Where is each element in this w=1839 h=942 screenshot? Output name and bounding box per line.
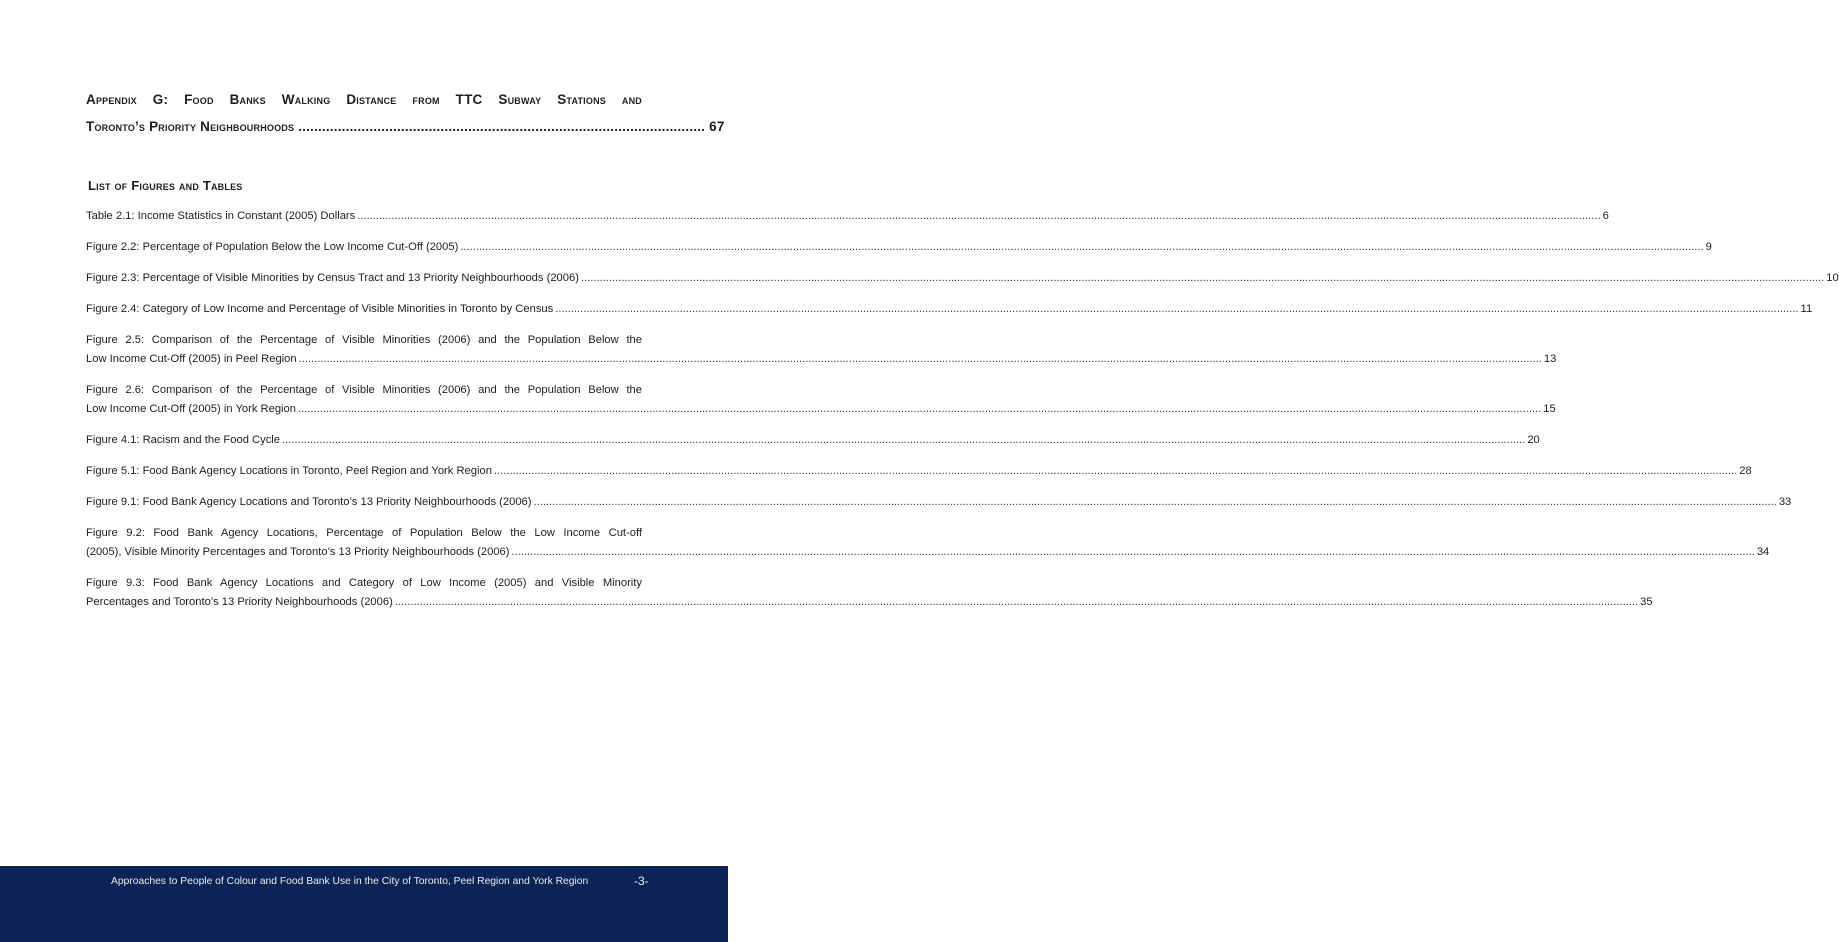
toc-entry-title: Figure 4.1: Racism and the Food Cycle [86, 434, 281, 446]
footer-title: Approaches to People of Colour and Food Bank Use in the City of Toronto, Peel Region and York Region [111, 876, 589, 887]
toc-entry[interactable] [86, 331, 1557, 369]
toc-entry-title-line1: Figure 9.3: Food Bank Agency Locations and Category of Low Income (2005) and Visible Minority [86, 577, 642, 589]
toc-entry[interactable] [86, 431, 1540, 450]
dot-leader: ................................................................................................................................................................................................................................................................................................................................................................................................................ [297, 403, 1542, 415]
toc-entry-title: Figure 2.3: Percentage of Visible Minorities by Census Tract and 13 Priority Neighbourhoods (2006) [86, 272, 579, 284]
toc-entry-page: 33 [1778, 496, 1792, 508]
toc-entry-title: Figure 2.2: Percentage of Population Below the Low Income Cut-Off (2005) [86, 241, 459, 253]
toc-entry-title-line1: Figure 2.6: Comparison of the Percentage of Visible Minorities (2006) and the Population Below the [86, 384, 642, 396]
dot-leader: ................................................................................................................................................................................................................................................................................................................................................................................................................ [493, 465, 1738, 477]
toc-entry-page: 34 [1756, 546, 1770, 558]
toc-entry-title: Table 2.1: Income Statistics in Constant (2005) Dollars [86, 210, 356, 222]
toc-entry-page: 9 [1705, 241, 1712, 253]
toc-entry-title-line2: Low Income Cut-Off (2005) in Peel Region [86, 353, 297, 365]
appendix-page-number: 67 [709, 119, 725, 134]
toc-entry[interactable] [86, 269, 1839, 288]
appendix-title-line2: Toronto’s Priority Neighbourhoods [86, 119, 295, 134]
dot-leader: ................................................................................................................................................................................................................................................................................................................................................................................................................ [357, 210, 1601, 222]
list-of-figures-heading: List of Figures and Tables [88, 178, 243, 193]
toc-entry-title-line1: Figure 2.5: Comparison of the Percentage of Visible Minorities (2006) and the Population Below the [86, 334, 642, 346]
toc-entry-title: Figure 5.1: Food Bank Agency Locations in Toronto, Peel Region and York Region [86, 465, 492, 477]
toc-entry-page: 13 [1543, 353, 1557, 365]
dot-leader: ................................................................................................................................................................................................................................................................................................................................................................................................................ [580, 272, 1825, 284]
toc-entry[interactable] [86, 207, 1609, 226]
toc-entry-title-line2: (2005), Visible Minority Percentages and Toronto’s 13 Priority Neighbourhoods (2006) [86, 546, 510, 558]
toc-entry[interactable] [86, 462, 1752, 481]
toc-entry-page: 20 [1527, 434, 1540, 446]
appendix-title-line1: Appendix G: Food Banks Walking Distance from TTC Subway Stations and [86, 92, 642, 107]
toc-entry[interactable] [86, 300, 1813, 319]
dot-leader: ....................................................................................................... [298, 119, 706, 134]
dot-leader: ................................................................................................................................................................................................................................................................................................................................................................................................................ [298, 353, 1542, 365]
dot-leader: ................................................................................................................................................................................................................................................................................................................................................................................................................ [511, 546, 1755, 558]
page-footer [0, 866, 728, 942]
list-of-figures [86, 207, 1839, 624]
dot-leader: ................................................................................................................................................................................................................................................................................................................................................................................................................ [282, 434, 1526, 446]
toc-entry-title-line2: Percentages and Toronto’s 13 Priority Neighbourhoods (2006) [86, 596, 393, 608]
toc-entry-page: 11 [1800, 303, 1813, 315]
toc-entry-title: Figure 2.4: Category of Low Income and Percentage of Visible Minorities in Toronto by Census [86, 303, 554, 315]
toc-entry-page: 28 [1739, 465, 1752, 477]
toc-entry[interactable] [86, 524, 1770, 562]
toc-entry[interactable] [86, 381, 1556, 419]
toc-entry-page: 35 [1640, 596, 1653, 608]
toc-entry[interactable] [86, 574, 1653, 612]
toc-entry-page: 10 [1826, 272, 1839, 284]
toc-entry[interactable] [86, 493, 1792, 512]
dot-leader: ................................................................................................................................................................................................................................................................................................................................................................................................................ [555, 303, 1799, 315]
footer-page-number: -3- [634, 874, 649, 888]
toc-entry-title: Figure 9.1: Food Bank Agency Locations and Toronto’s 13 Priority Neighbourhoods (2006) [86, 496, 532, 508]
toc-entry-title-line2: Low Income Cut-Off (2005) in York Region [86, 403, 296, 415]
appendix-g-toc-entry[interactable] [86, 86, 725, 140]
toc-entry-page: 15 [1543, 403, 1556, 415]
toc-entry-title-line1: Figure 9.2: Food Bank Agency Locations, Percentage of Population Below the Low Income Cut-off [86, 527, 642, 539]
dot-leader: ................................................................................................................................................................................................................................................................................................................................................................................................................ [394, 596, 1639, 608]
dot-leader: ................................................................................................................................................................................................................................................................................................................................................................................................................ [460, 241, 1704, 253]
toc-entry-page: 6 [1602, 210, 1609, 222]
dot-leader: ................................................................................................................................................................................................................................................................................................................................................................................................................ [533, 496, 1777, 508]
toc-entry[interactable] [86, 238, 1712, 257]
